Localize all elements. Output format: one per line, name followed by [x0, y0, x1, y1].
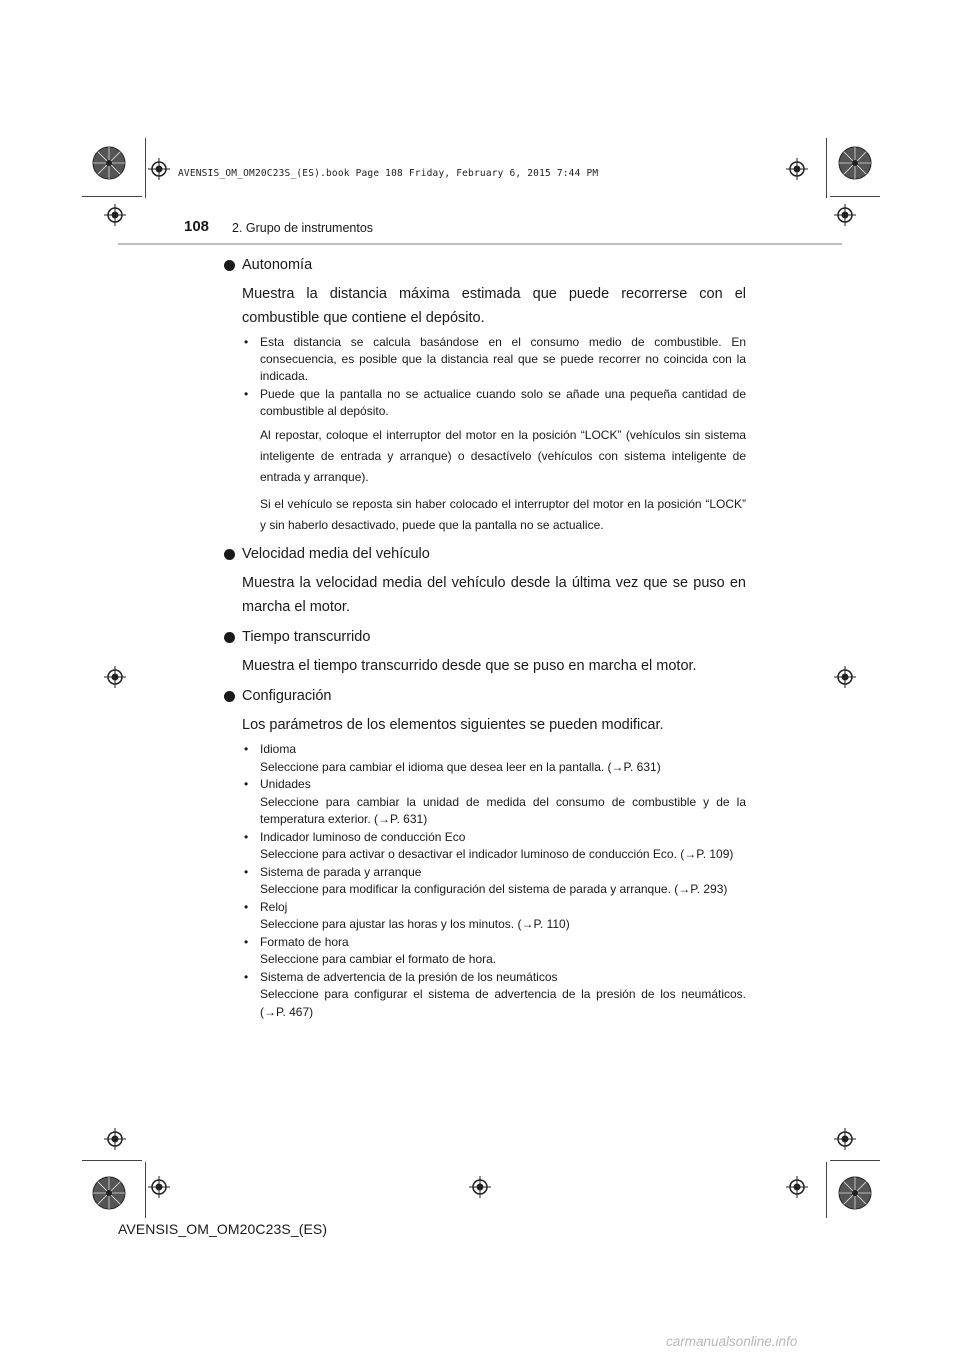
settings-item-name: Reloj	[260, 899, 288, 914]
registration-mark-icon	[148, 1176, 170, 1198]
section-heading	[224, 627, 746, 647]
chapter-title: 2. Grupo de instrumentos	[232, 221, 374, 235]
settings-item-desc: Seleccione para configurar el sistema de advertencia de la presión de los neumáticos. (→P. 467)	[260, 987, 746, 1019]
bullet-icon: •	[244, 387, 249, 401]
settings-item	[242, 899, 746, 934]
settings-item	[242, 934, 746, 969]
book-stamp: AVENSIS_OM_OM20C23S_(ES).book Page 108 Friday, February 6, 2015 7:44 PM	[178, 168, 599, 179]
bullet-icon	[224, 691, 235, 702]
document-code: AVENSIS_OM_OM20C23S_(ES)	[118, 1221, 328, 1237]
section-autonomia	[224, 255, 746, 536]
note-paragraph: Al repostar, coloque el interruptor del motor en la posición “LOCK” (vehículos sin sistema inteligente de entrada y arranque) o desactívelo (vehículos con sistema inteligente de entrada y arranque).	[260, 428, 746, 484]
section-body: Muestra la velocidad media del vehículo desde la última vez que se puso en marcha el motor.	[242, 575, 746, 615]
settings-item	[242, 864, 746, 899]
printer-rosette-icon	[838, 1176, 872, 1210]
section-heading	[224, 686, 746, 706]
crop-line	[830, 1160, 880, 1161]
section-title: Autonomía	[242, 257, 313, 273]
settings-item-desc: Seleccione para cambiar el idioma que desea leer en la pantalla. (→P. 631)	[260, 759, 661, 774]
section-title: Tiempo transcurrido	[242, 629, 371, 645]
crop-line	[82, 196, 142, 197]
section-heading	[224, 255, 746, 275]
settings-item-name: Formato de hora	[260, 934, 349, 949]
bullet-icon: •	[244, 934, 249, 949]
crop-line	[830, 196, 880, 197]
settings-item-name: Indicador luminoso de conducción Eco	[260, 829, 466, 844]
crop-line	[82, 1160, 142, 1161]
section-body: Los parámetros de los elementos siguientes se pueden modificar.	[242, 717, 664, 733]
printer-rosette-icon	[838, 146, 872, 180]
note-text: Esta distancia se calcula basándose en el consumo medio de combustible. En consecuencia, es posible que la distancia real que se puede recorrer no coincida con la indicada.	[260, 335, 746, 383]
page-number: 108	[184, 218, 210, 235]
settings-item-desc: Seleccione para cambiar la unidad de medida del consumo de combustible y de la temperatura exterior. (→P. 631)	[260, 794, 746, 826]
bullet-icon: •	[244, 335, 249, 349]
bullet-icon: •	[244, 969, 249, 984]
crop-line	[145, 1162, 146, 1218]
printer-rosette-icon	[92, 146, 126, 180]
registration-mark-icon	[469, 1176, 491, 1198]
settings-item-desc: Seleccione para cambiar el formato de hora.	[260, 952, 497, 966]
settings-item	[242, 741, 746, 776]
bullet-icon	[224, 549, 235, 560]
settings-item	[242, 829, 746, 864]
registration-mark-icon	[786, 158, 808, 180]
settings-item-name: Unidades	[260, 777, 311, 791]
note-list	[224, 334, 746, 420]
section-heading	[224, 544, 746, 564]
settings-item-desc: Seleccione para ajustar las horas y los minutos. (→P. 110)	[260, 917, 570, 931]
registration-mark-icon	[104, 1128, 126, 1150]
watermark: carmanualsonline.info	[666, 1334, 798, 1349]
registration-mark-icon	[834, 204, 856, 226]
settings-item-desc: Seleccione para activar o desactivar el indicador luminoso de conducción Eco. (→P. 109)	[260, 847, 734, 861]
settings-item	[242, 969, 746, 1022]
bullet-icon: •	[244, 777, 249, 791]
crop-line	[145, 138, 146, 198]
settings-item-desc: Seleccione para modificar la configuración del sistema de parada y arranque. (→P. 293)	[260, 882, 728, 896]
section-configuracion	[224, 686, 746, 1021]
note-item	[242, 386, 746, 420]
note-paragraph: Si el vehículo se reposta sin haber colocado el interruptor del motor en la posición “LOCK” y sin haberlo desactivado, puede que la pantalla no se actualice.	[260, 497, 746, 532]
crop-line	[826, 1162, 827, 1218]
note-text: Puede que la pantalla no se actualice cuando solo se añade una pequeña cantidad de combustible al depósito.	[260, 387, 746, 418]
bullet-icon: •	[244, 864, 249, 879]
page-content	[224, 255, 746, 1029]
section-title: Configuración	[242, 688, 332, 704]
bullet-icon	[224, 632, 235, 643]
registration-mark-icon	[148, 158, 170, 180]
header-divider	[118, 243, 842, 245]
bullet-icon: •	[244, 899, 249, 914]
note-item	[242, 334, 746, 385]
section-tiempo-transcurrido	[224, 627, 746, 678]
crop-line	[826, 138, 827, 198]
registration-mark-icon	[786, 1176, 808, 1198]
registration-mark-icon	[104, 204, 126, 226]
section-velocidad-media	[224, 544, 746, 619]
bullet-icon: •	[244, 829, 249, 844]
settings-item-name: Idioma	[260, 742, 297, 756]
section-body: Muestra la distancia máxima estimada que puede recorrerse con el combustible que contiene el depósito.	[242, 286, 746, 326]
registration-mark-icon	[104, 666, 126, 688]
settings-item-name: Sistema de parada y arranque	[260, 864, 422, 879]
settings-item	[242, 776, 746, 829]
bullet-icon: •	[244, 742, 249, 756]
printer-rosette-icon	[92, 1176, 126, 1210]
registration-mark-icon	[834, 666, 856, 688]
registration-mark-icon	[834, 1128, 856, 1150]
settings-list	[224, 741, 746, 1021]
section-body: Muestra el tiempo transcurrido desde que se puso en marcha el motor.	[242, 658, 697, 674]
bullet-icon	[224, 260, 235, 271]
settings-item-name: Sistema de advertencia de la presión de los neumáticos	[260, 969, 558, 984]
section-title: Velocidad media del vehículo	[242, 546, 430, 562]
